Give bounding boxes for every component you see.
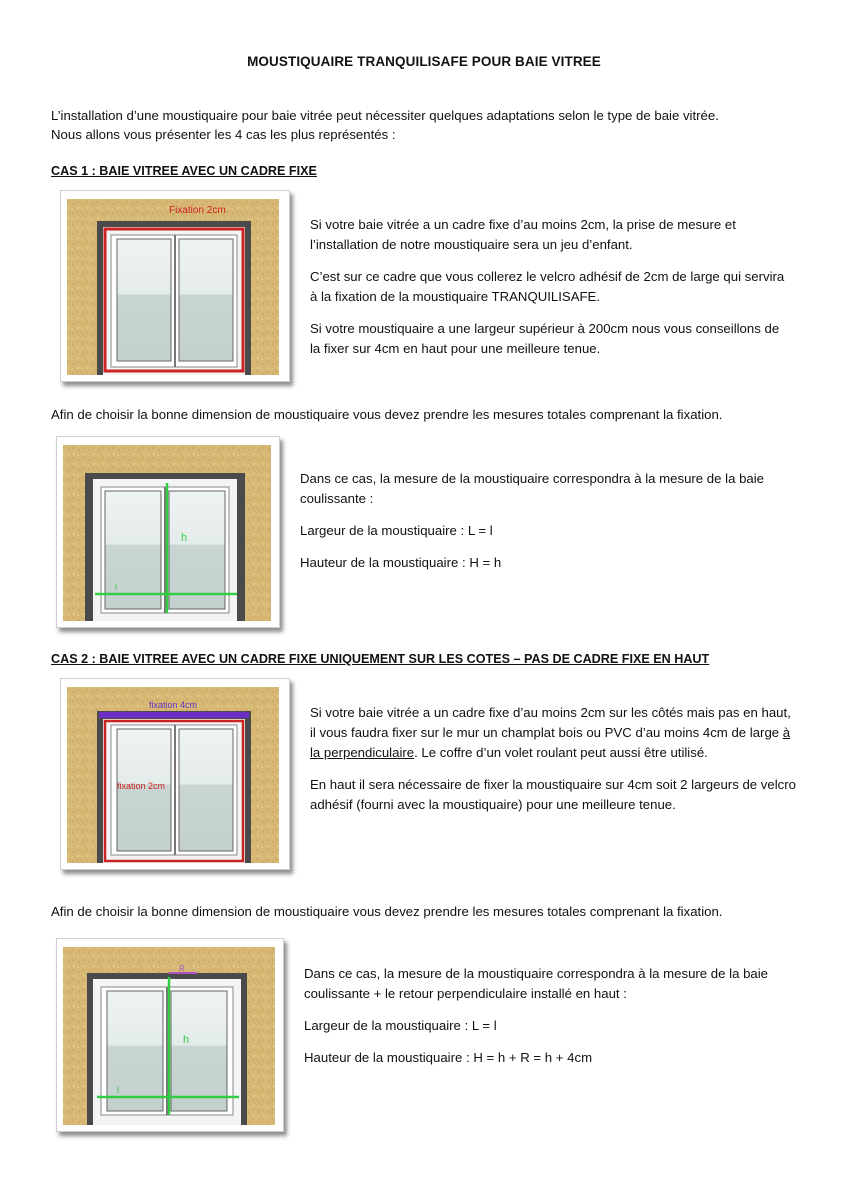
case1-fig2-l-label: l: [115, 582, 117, 592]
case2-measure-note: Afin de choisir la bonne dimension de moustiquaire vous devez prendre les mesures totales comprenant la fixation.: [51, 904, 723, 919]
case1-para-2: C’est sur ce cadre que vous collerez le velcro adhésif de 2cm de large qui servira à la fixation de la moustiquaire TRANQUILISAFE.: [310, 269, 785, 304]
case2-fig2-l-label: l: [117, 1085, 119, 1095]
case2-measure-height: Hauteur de la moustiquaire : H = h + R = h + 4cm: [304, 1050, 593, 1065]
case2-measure-width: Largeur de la moustiquaire : L = l: [304, 1018, 497, 1033]
intro-line-1: L’installation d’une moustiquaire pour baie vitrée peut nécessiter quelques adaptations selon le type de baie vitrée.: [51, 108, 719, 123]
case1-heading: CAS 1 : BAIE VITREE AVEC UN CADRE FIXE: [51, 164, 317, 178]
case2-fig2-r-label: R: [179, 964, 185, 973]
case1-measure-text: [300, 469, 780, 585]
case1-figure-label: Fixation 2cm: [169, 205, 226, 216]
case1-figure-measure: [56, 436, 280, 628]
case1-measure-note: Afin de choisir la bonne dimension de moustiquaire vous devez prendre les mesures totales comprenant la fixation.: [51, 407, 723, 422]
case1-measure-height: Hauteur de la moustiquaire : H = h: [300, 555, 502, 570]
case2-para-1-b: . Le coffre d’un volet roulant peut aussi être utilisé.: [414, 745, 708, 760]
case1-measure-width: Largeur de la moustiquaire : L = l: [300, 523, 493, 538]
case2-para-1-link: à la perpendiculaire: [310, 725, 791, 760]
case1-text: [310, 215, 790, 371]
case2-measure-para: Dans ce cas, la mesure de la moustiquaire correspondra à la mesure de la baie coulissante + le retour perpendiculaire installé en haut :: [304, 966, 769, 1001]
case2-figure-top-label: fixation 4cm: [149, 700, 198, 710]
case2-text: [310, 703, 796, 827]
case1-figure-fixation: [60, 190, 290, 382]
case1-para-1: Si votre baie vitrée a un cadre fixe d’au moins 2cm, la prise de mesure et l’installation de notre moustiquaire sera un jeu d’enfant.: [310, 217, 736, 252]
case2-para-2: En haut il sera nécessaire de fixer la moustiquaire sur 4cm soit 2 largeurs de velcro adhésif (fourni avec la moustiquaire) pour une meilleure tenue.: [310, 777, 796, 812]
intro-line-2: Nous allons vous présenter les 4 cas les plus représentés :: [51, 127, 396, 142]
case2-figure-fixation: [60, 678, 290, 870]
case1-fig2-h-label: h: [181, 532, 188, 544]
case2-para-1: [310, 703, 796, 763]
case2-fig2-h-label: h: [183, 1034, 190, 1046]
case2-heading: CAS 2 : BAIE VITREE AVEC UN CADRE FIXE UNIQUEMENT SUR LES COTES – PAS DE CADRE FIXE EN HAUT: [51, 652, 710, 666]
case2-para-1-a: Si votre baie vitrée a un cadre fixe d’au moins 2cm sur les côtés mais pas en haut, il vous faudra fixer sur le mur un champlat bois ou PVC d’au moins 4cm de large: [310, 705, 791, 740]
page-title: MOUSTIQUAIRE TRANQUILISAFE POUR BAIE VITREE: [247, 54, 601, 69]
case2-figure-measure: [56, 938, 284, 1132]
case2-figure-side-label: fixation 2cm: [117, 781, 166, 791]
case1-para-3: Si votre moustiquaire a une largeur supérieur à 200cm nous vous conseillons de la fixer sur 4cm en haut pour une meilleure tenue.: [310, 321, 780, 356]
case2-measure-text: [304, 964, 784, 1080]
case1-measure-para: Dans ce cas, la mesure de la moustiquaire correspondra à la mesure de la baie coulissante :: [300, 471, 765, 506]
